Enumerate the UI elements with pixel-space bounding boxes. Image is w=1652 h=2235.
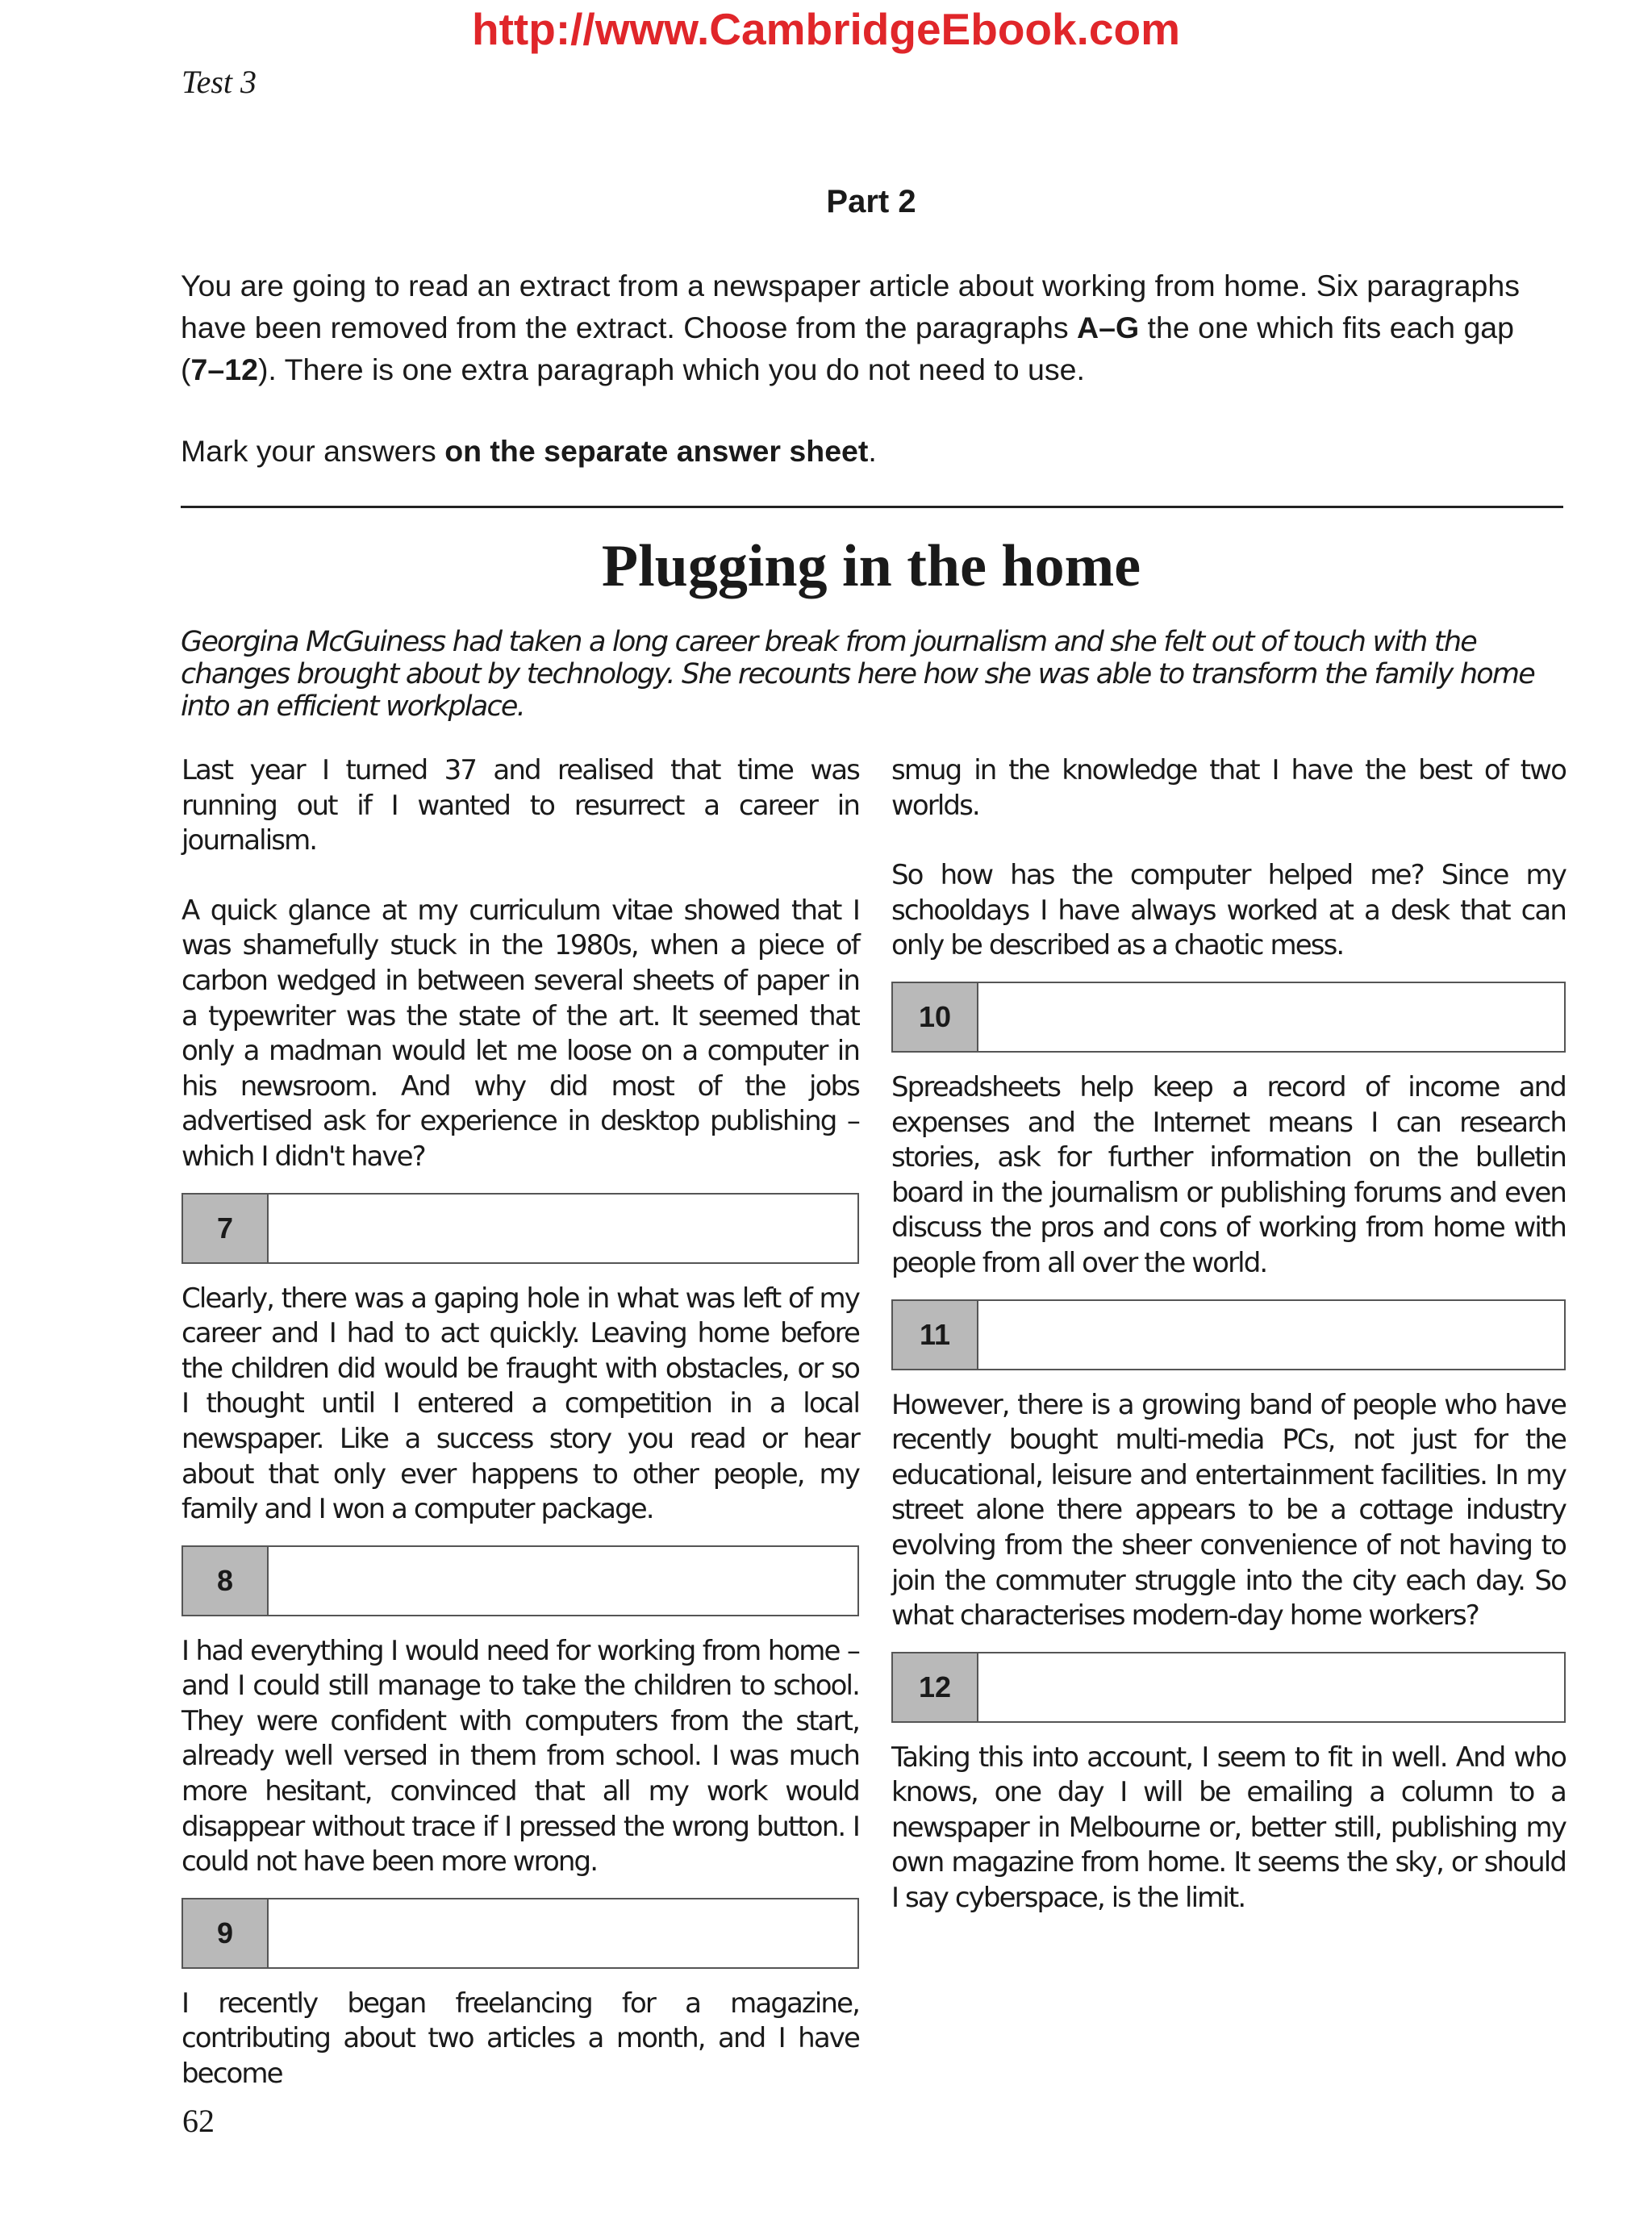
page-number: 62 bbox=[182, 2103, 215, 2139]
paragraph: However, there is a growing band of people who have recently bought multi-media PCs, not just for the educational, leisure and entertainment facilities. In my street alone there appears to be a cottage industry evolving from the sheer convenience of not having to join the commuter struggle into the city each day. So what characterises modern-day home workers? bbox=[891, 1388, 1566, 1632]
paragraph: Last year I turned 37 and realised that time was running out if I wanted to resurrect a career in journalism. bbox=[181, 754, 859, 857]
gap-number: 11 bbox=[893, 1301, 978, 1369]
paragraph: Clearly, there was a gaping hole in what was left of my career and I had to act quickly. Leaving home before the children did would be fraught with obstacles, or so I thought until I entered a competition in a local newspaper. Like a success story you read or hear about that only ever happens to other people, my family and I won a computer package. bbox=[181, 1282, 859, 1526]
gap-blank bbox=[978, 1301, 1564, 1369]
gap-12-answer-box[interactable] bbox=[891, 1652, 1566, 1723]
gap-blank bbox=[978, 1653, 1564, 1721]
paragraph: A quick glance at my curriculum vitae showed that I was shamefully stuck in the 1980s, when a piece of carbon wedged in between several sheets of paper in a typewriter was the state of the art. It seemed that only a madman would let me loose on a computer in his newsroom. And why did most of the jobs advertised ask for experience in desktop publishing – which I didn't have? bbox=[181, 894, 859, 1173]
paragraph: smug in the knowledge that I have the best of two worlds. bbox=[891, 754, 1566, 822]
left-column bbox=[181, 753, 859, 2127]
paragraph: I had everything I would need for working from home – and I could still manage to take the children to school. They were confident with computers from the start, already well versed in them from school. I was much more hesitant, convinced that all my work would disappear without trace if I pressed the wrong button. I could not have been more wrong. bbox=[181, 1634, 859, 1878]
gap-number: 8 bbox=[183, 1547, 269, 1615]
gap-8-answer-box[interactable] bbox=[181, 1545, 859, 1616]
gap-number: 7 bbox=[183, 1195, 269, 1262]
right-column bbox=[891, 753, 1566, 1951]
task-instructions: You are going to read an extract from a newspaper article about working from home. Six paragraphs have been removed from the extract. Choose from the paragraphs A–G the one which fits each gap (7–12). There is one extra paragraph which you do not need to use. bbox=[181, 269, 1520, 386]
gap-10-answer-box[interactable] bbox=[891, 982, 1566, 1053]
gap-blank bbox=[978, 983, 1564, 1051]
paragraph: Spreadsheets help keep a record of income and expenses and the Internet means I can research stories, ask for further information on the bulletin board in the journalism or publishing forums and even discuss the pros and cons of working from home with people from all over the world. bbox=[891, 1070, 1566, 1279]
answer-sheet-note: Mark your answers on the separate answer sheet. bbox=[181, 434, 877, 468]
gap-number: 10 bbox=[893, 983, 978, 1051]
gap-blank bbox=[269, 1547, 857, 1615]
part-heading: Part 2 bbox=[826, 184, 916, 219]
article-title: Plugging in the home bbox=[601, 533, 1141, 599]
paragraph: Taking this into account, I seem to fit in well. And who knows, one day I will be emailing a column to a newspaper in Melbourne or, better still, publishing my own magazine from home. It seems the sky, or should I say cyberspace, is the limit. bbox=[891, 1741, 1566, 1915]
website-url: http://www.CambridgeEbook.com bbox=[472, 4, 1180, 54]
paragraph: I recently began freelancing for a magazine, contributing about two articles a month, and I have become bbox=[181, 1987, 859, 2091]
divider-rule bbox=[181, 506, 1563, 508]
gap-blank bbox=[269, 1195, 857, 1262]
gap-9-answer-box[interactable] bbox=[181, 1898, 859, 1969]
gap-11-answer-box[interactable] bbox=[891, 1299, 1566, 1370]
test-label: Test 3 bbox=[181, 64, 257, 100]
paragraph: So how has the computer helped me? Since my schooldays I have always worked at a desk that can only be described as a chaotic mess. bbox=[891, 859, 1566, 962]
article-intro: Georgina McGuiness had taken a long career break from journalism and she felt out of touch with the changes brought about by technology. She recounts here how she was able to transform the family home into an efficient workplace. bbox=[181, 626, 1534, 723]
gap-number: 12 bbox=[893, 1653, 978, 1721]
gap-blank bbox=[269, 1899, 857, 1967]
gap-7-answer-box[interactable] bbox=[181, 1193, 859, 1264]
gap-number: 9 bbox=[183, 1899, 269, 1967]
